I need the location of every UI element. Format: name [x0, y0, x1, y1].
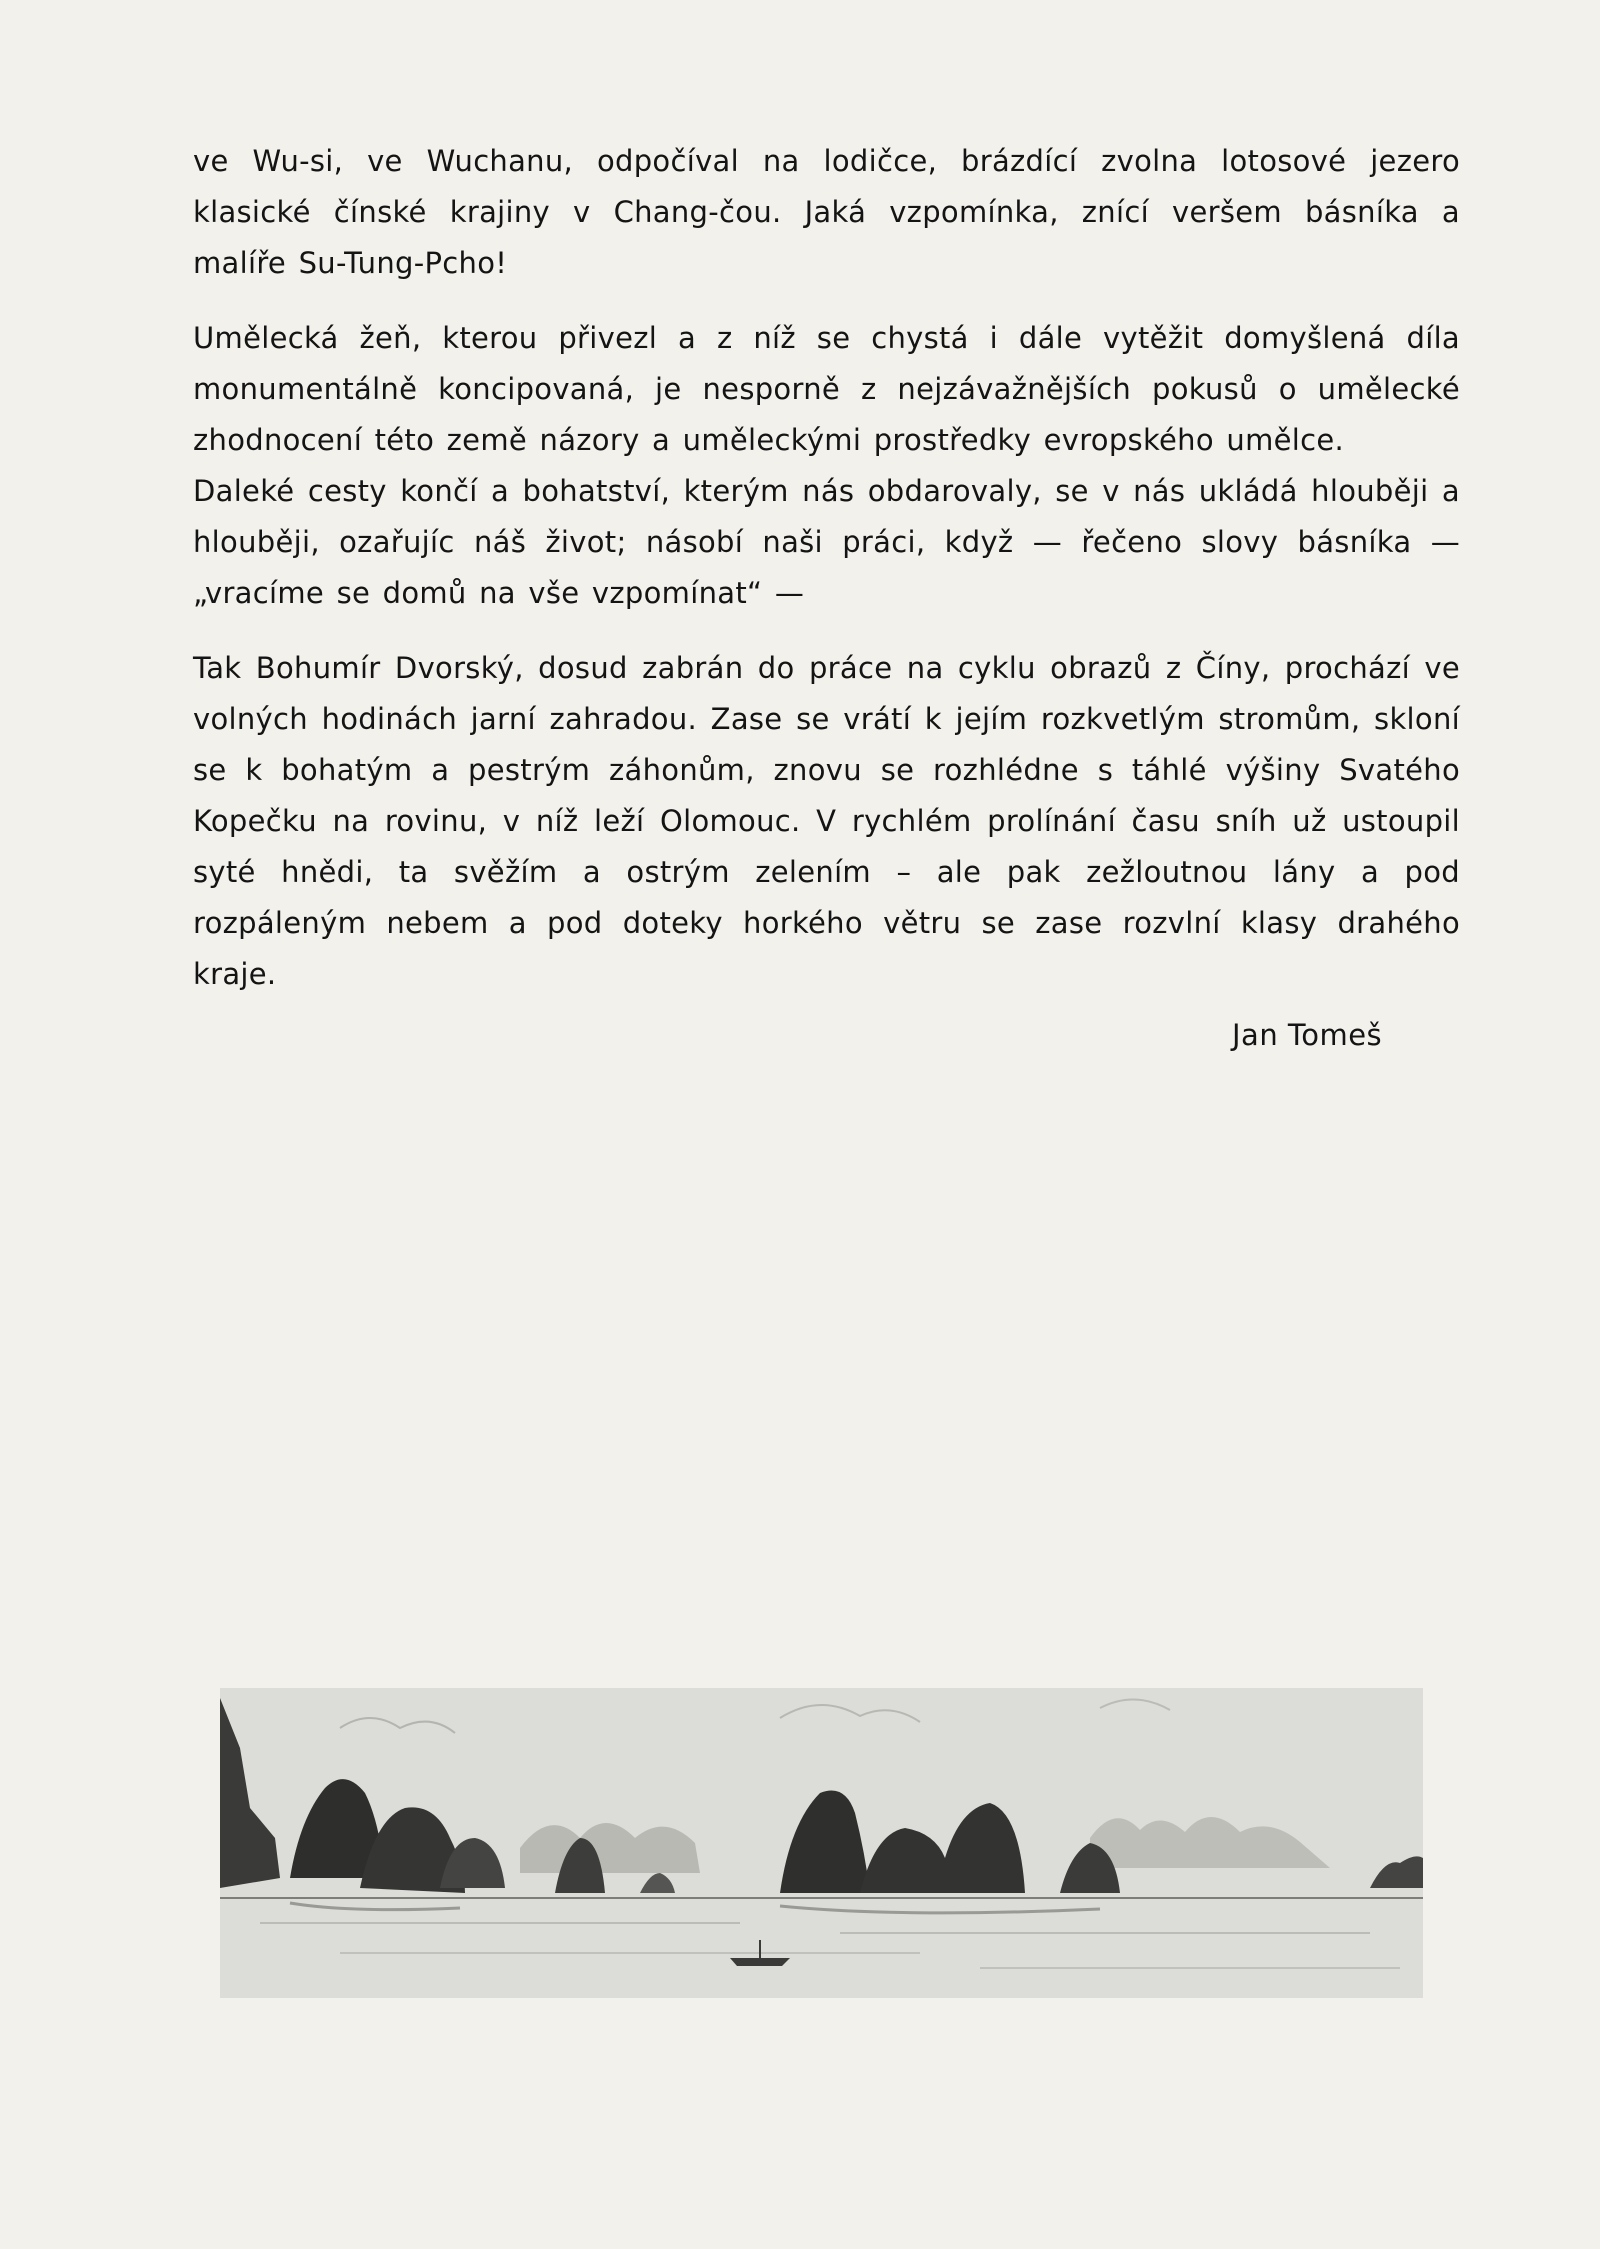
paragraph-4: Tak Bohumír Dvorský, dosud zabrán do práce na cyklu obrazů z Číny, prochází ve volných hodinách jarní zahradou. Zase se vrátí k jejím rozkvetlým stromům, skloní se k bohatým a pestrým záhonům, znovu se rozhlédne s táhlé výšiny Svatého Kopečku na rovinu, v níž leží Olomouc. V rychlém prolínání času sníh už ustoupil syté hnědi, ta svěžím a ostrým zelením – ale pak zežloutnou lány a pod rozpáleným nebem a pod doteky horkého větru se zase rozvlní klasy drahého kraje.	[193, 651, 1460, 991]
landscape-sketch	[220, 1688, 1423, 1998]
author-signature: Jan Tomeš	[1232, 1018, 1383, 1052]
paragraph-3: Daleké cesty končí a bohatství, kterým nás obdarovaly, se v nás ukládá hlouběji a hlouběji, ozařujíc náš život; násobí naši práci, když — řečeno slovy básníka — „vracíme se domů na vše vzpomínat“ —	[193, 474, 1460, 610]
paragraph-1: ve Wu-si, ve Wuchanu, odpočíval na lodičce, brázdící zvolna lotosové jezero klasické čínské krajiny v Chang-čou. Jaká vzpomínka, znící veršem básníka a malíře Su-Tung-Pcho!	[193, 144, 1460, 280]
landscape-sketch-drawing	[220, 1688, 1423, 1998]
paragraph-2: Umělecká žeň, kterou přivezl a z níž se chystá i dále vytěžit domyšlená díla monumentálně koncipovaná, je nesporně z nejzávažnějších pokusů o umělecké zhodnocení této země názory a uměleckými prostředky evropského umělce.	[193, 321, 1460, 457]
body-text	[193, 136, 1460, 1000]
